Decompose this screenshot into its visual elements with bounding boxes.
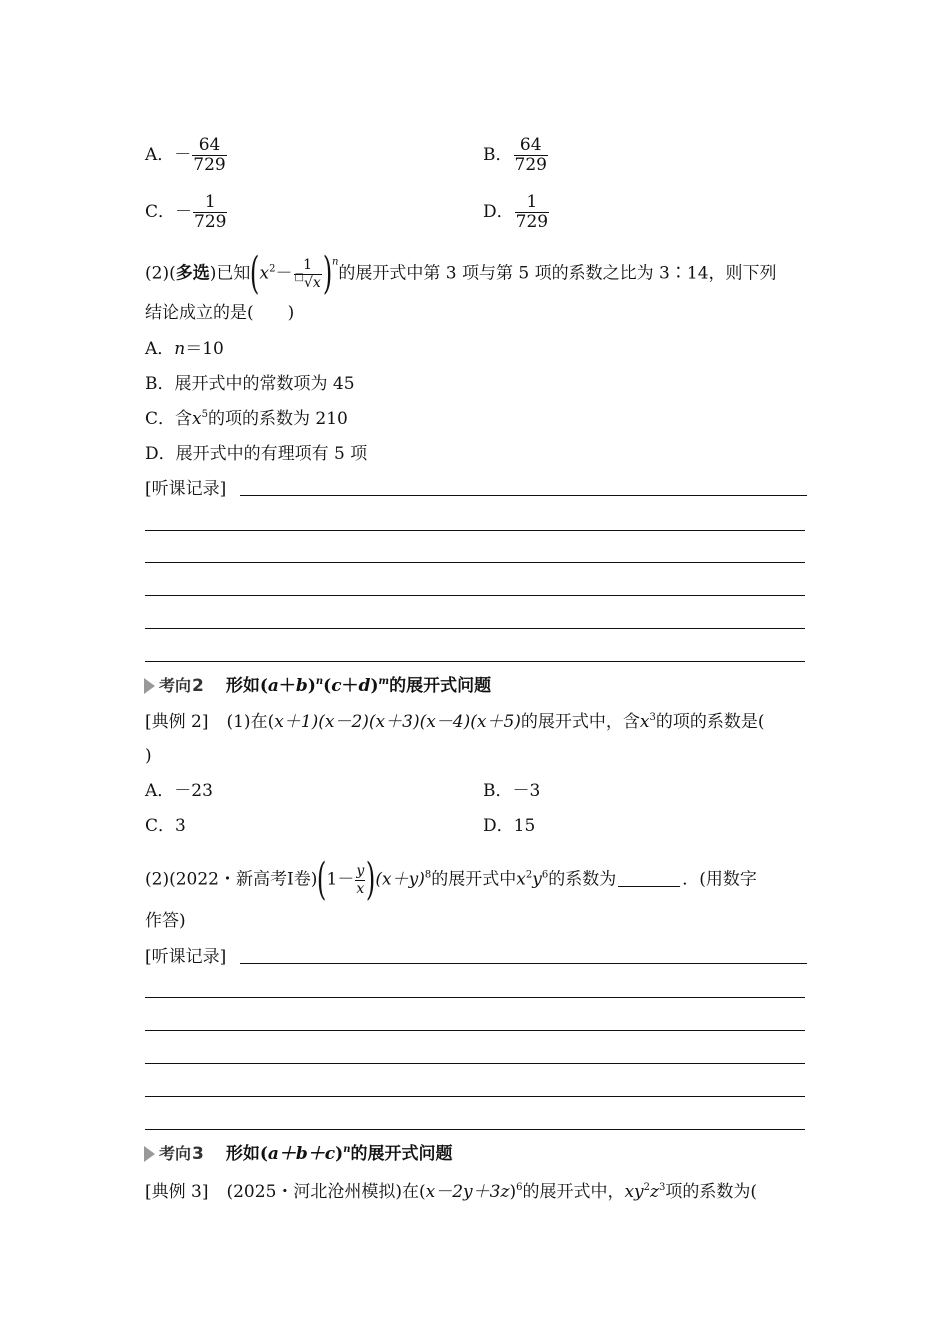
- paren-close: ): [287, 303, 295, 323]
- power-n: n: [331, 256, 339, 268]
- paren-close: ): [145, 746, 152, 766]
- q1-post: 的展开式中，含: [520, 712, 640, 732]
- q2-tail: ．(用数字: [682, 869, 757, 890]
- notes-line[interactable]: [145, 530, 805, 531]
- multi-select-tag: 多选: [175, 263, 210, 284]
- one-minus: 1－: [326, 869, 355, 890]
- q2-prefix: (2)(: [145, 263, 176, 284]
- var-d: d: [358, 676, 371, 696]
- exponent: 3: [659, 1182, 666, 1193]
- root-var: x: [312, 274, 321, 291]
- minus-sign: －: [275, 263, 293, 284]
- title-part: 形如(: [225, 676, 268, 696]
- exponent: 6: [541, 869, 549, 881]
- example-post: 的展开式中，: [522, 1182, 625, 1202]
- var-b: b: [295, 676, 308, 696]
- plus: ＋: [278, 676, 296, 696]
- option-d[interactable]: [483, 193, 550, 232]
- section-2-heading: [144, 675, 491, 697]
- section-title: [226, 675, 491, 697]
- var-x: x: [259, 263, 270, 284]
- notes-line[interactable]: [145, 1129, 805, 1130]
- numerator: 1: [204, 192, 216, 212]
- paren: ): [370, 676, 379, 696]
- q2-text: 的展开式中: [431, 869, 517, 890]
- term-xy: xy: [624, 1182, 644, 1202]
- notes-line[interactable]: [145, 1063, 805, 1064]
- var-y: y: [532, 869, 542, 890]
- kaoxiang-label: 考向: [159, 676, 192, 695]
- title-part: 形如(: [225, 1144, 268, 1164]
- option-label: D．: [483, 202, 514, 222]
- var-x: x: [516, 869, 526, 890]
- power-n: n: [315, 676, 324, 687]
- option-value: ＝10: [185, 339, 224, 359]
- q1-pre: (1)在(: [226, 712, 275, 732]
- option-pre: C．含: [145, 409, 193, 429]
- example-source: (2025・河北沧州模拟)在(: [226, 1182, 426, 1202]
- ex2-option-a[interactable]: A．－23: [145, 781, 213, 801]
- root-index: □: [294, 271, 304, 283]
- paren: (: [323, 676, 332, 696]
- question-2-line2: [145, 302, 294, 324]
- ex2-option-b[interactable]: B．－3: [483, 781, 541, 801]
- q2-known: )已知: [209, 263, 251, 284]
- numerator: 1: [526, 192, 538, 212]
- kaoxiang-number: 3: [192, 1144, 204, 1164]
- power-m: m: [378, 676, 390, 687]
- var-n: n: [174, 339, 186, 359]
- option-label: A．: [145, 339, 175, 359]
- var-x: x: [192, 409, 202, 429]
- right-paren: ): [322, 248, 333, 299]
- q2-after: 的系数为: [548, 869, 617, 890]
- denominator: x: [356, 880, 365, 897]
- denominator: 729: [194, 212, 227, 232]
- notes-line[interactable]: [145, 1096, 805, 1097]
- notes-line[interactable]: [145, 997, 805, 998]
- denominator: 729: [514, 155, 547, 175]
- expression: a＋b＋c: [267, 1144, 336, 1164]
- denominator: 729: [193, 155, 226, 175]
- exponent: 2: [525, 869, 533, 881]
- denominator: 729: [515, 212, 549, 232]
- example-end: 项的系数为(: [665, 1182, 758, 1202]
- var-c: c: [331, 676, 342, 696]
- q2-rest: 的展开式中第 3 项与第 5 项的系数之比为 3∶14，则下列: [338, 263, 777, 284]
- root-denominator: □√x: [294, 271, 321, 291]
- fraction: [514, 136, 548, 175]
- option-label: A．: [145, 145, 175, 165]
- notes-line[interactable]: [240, 963, 807, 964]
- q2-option-d[interactable]: D．展开式中的有理项有 5 项: [145, 444, 368, 464]
- var-z: z: [650, 1182, 659, 1202]
- option-sign: －: [174, 145, 192, 165]
- question-2-stem: [145, 248, 777, 299]
- paren: ): [509, 1182, 517, 1202]
- answer-blank[interactable]: [618, 870, 680, 887]
- q2-option-a[interactable]: [145, 338, 224, 360]
- notes-label: [听课记录]: [145, 947, 227, 967]
- q2-line2: 结论成立的是(: [145, 303, 254, 323]
- q2-option-c[interactable]: [145, 408, 348, 430]
- fraction: [515, 193, 549, 232]
- option-a[interactable]: [145, 136, 228, 175]
- plus: ＋: [341, 676, 359, 696]
- notes-line[interactable]: [145, 661, 805, 662]
- power-n: n: [343, 1144, 351, 1155]
- numerator: 64: [198, 135, 221, 155]
- left-paren: (: [250, 248, 260, 299]
- numerator: 64: [519, 135, 542, 155]
- option-post: 的项的系数为 210: [207, 409, 348, 429]
- triangle-icon: [144, 678, 155, 694]
- factors: x＋1)(x－2)(x＋3)(x－4)(x＋5): [274, 712, 521, 732]
- ex2-option-d[interactable]: D．15: [483, 816, 536, 836]
- right-paren: ): [366, 854, 376, 905]
- notes-label: [听课记录]: [145, 479, 227, 499]
- notes-line[interactable]: [145, 562, 805, 563]
- q2-source: (2)(2022・新高考Ⅰ卷): [145, 869, 318, 890]
- exponent: 6: [516, 1182, 523, 1193]
- exponent: 5: [201, 409, 208, 420]
- option-c[interactable]: [145, 193, 228, 232]
- ex2-option-c[interactable]: C．3: [145, 816, 186, 836]
- kaoxiang-label: 考向: [159, 1144, 192, 1163]
- notes-line[interactable]: [145, 1030, 805, 1031]
- exponent: 2: [269, 263, 276, 275]
- title-part: 的展开式问题: [389, 676, 492, 696]
- kaoxiang-number: 2: [192, 676, 204, 696]
- option-b[interactable]: [483, 136, 549, 175]
- example-2-q2-line2: 作答): [145, 911, 186, 931]
- notes-line[interactable]: [145, 628, 805, 629]
- fraction: [294, 257, 322, 292]
- option-label: C．: [145, 202, 176, 222]
- var-a: a: [267, 676, 279, 696]
- fraction: [355, 863, 365, 898]
- option-sign: －: [175, 202, 193, 222]
- title-part: 的展开式问题: [350, 1144, 453, 1164]
- fraction: [193, 193, 227, 232]
- paren: ): [335, 1144, 344, 1164]
- section-3-heading: [144, 1143, 453, 1165]
- expression: x－2y＋3z: [425, 1182, 510, 1202]
- notes-line[interactable]: [145, 595, 805, 596]
- exponent: 2: [643, 1182, 651, 1193]
- example-3: [145, 1181, 757, 1203]
- q2-option-b[interactable]: B．展开式中的常数项为 45: [145, 374, 355, 394]
- example-2-q2: [145, 854, 757, 905]
- example-label: [典例 2]: [145, 712, 209, 732]
- paren: ): [307, 676, 316, 696]
- section-title: [226, 1143, 453, 1165]
- notes-line[interactable]: [240, 495, 807, 496]
- q1-end: 的项的系数是(: [655, 712, 765, 732]
- numerator: y: [356, 862, 365, 879]
- var-x: x: [639, 712, 650, 732]
- example-2-q1: [145, 711, 765, 733]
- binomial: (x＋y): [375, 869, 425, 890]
- fraction: [192, 136, 226, 175]
- example-label: [典例 3]: [145, 1182, 209, 1202]
- triangle-icon: [144, 1146, 155, 1162]
- numerator: 1: [303, 256, 313, 273]
- exponent: 3: [649, 712, 656, 723]
- exponent: 8: [424, 869, 432, 881]
- left-paren: (: [317, 854, 327, 905]
- option-label: B．: [483, 145, 513, 165]
